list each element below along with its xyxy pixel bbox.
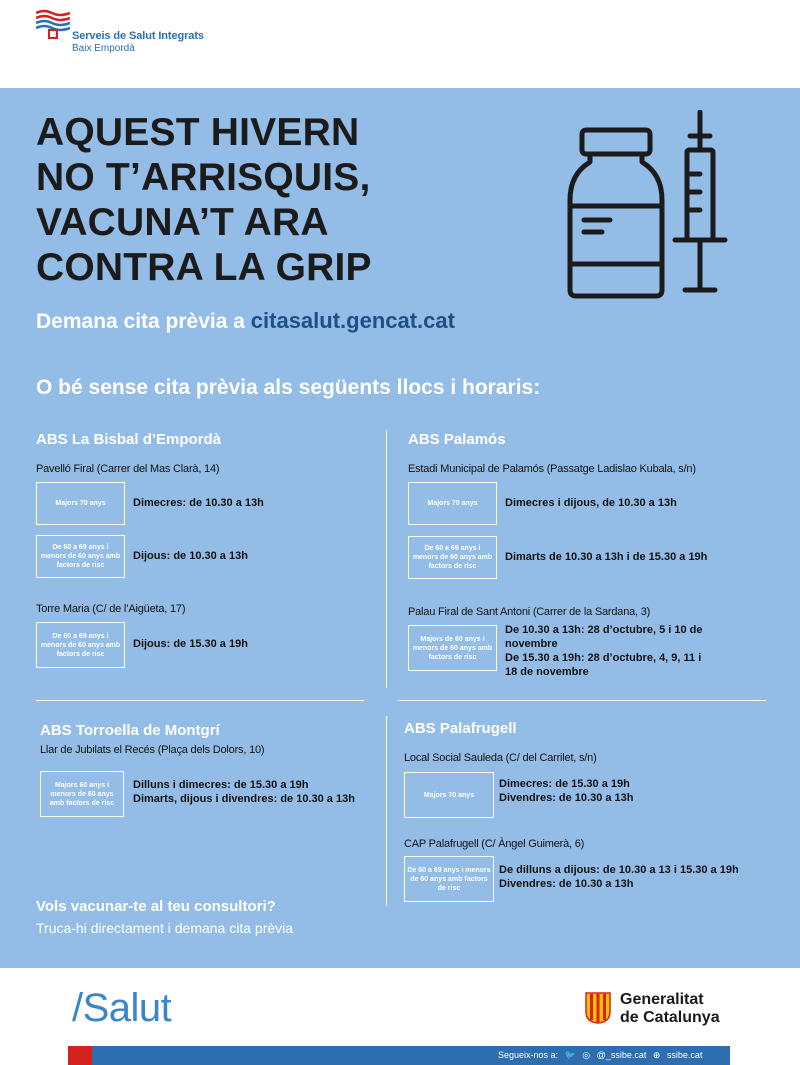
citasalut-link[interactable]: citasalut.gencat.cat bbox=[250, 308, 455, 333]
generalitat-shield-icon bbox=[585, 992, 611, 1024]
schedule-text: Dijous: de 15.30 a 19h bbox=[133, 638, 248, 650]
age-group-box: De 60 a 69 anys i menors de 60 anys amb factors de risc bbox=[36, 535, 125, 578]
cta-line bbox=[36, 308, 455, 334]
age-group-box: De 60 a 69 anys i menors de 60 anys amb factors de risc bbox=[36, 622, 125, 668]
venue-name: Local Social Sauleda (C/ del Carrilet, s/n) bbox=[404, 752, 597, 764]
generalitat-wordmark: Generalitat de Catalunya bbox=[620, 991, 720, 1026]
schedule-text: De dilluns a dijous: de 10.30 a 13 i 15.30 a 19h Divendres: de 10.30 a 13h bbox=[499, 864, 739, 890]
cta-text: Demana cita prèvia a bbox=[36, 310, 251, 333]
age-group-box: Majors 70 anys bbox=[408, 482, 497, 525]
venue-name: CAP Palafrugell (C/ Àngel Guimerà, 6) bbox=[404, 838, 585, 850]
headline-line: AQUEST HIVERN bbox=[36, 111, 360, 154]
subheading: O bé sense cita prèvia als següents llocs i horaris: bbox=[36, 376, 541, 399]
twitter-icon[interactable]: 🐦 bbox=[564, 1050, 576, 1060]
vaccine-vial-syringe-icon bbox=[560, 110, 760, 310]
schedule-text: Dijous: de 10.30 a 13h bbox=[133, 550, 248, 562]
venue-name: Torre Maria (C/ de l’Aigüeta, 17) bbox=[36, 603, 186, 615]
header bbox=[0, 0, 800, 88]
headline-line: VACUNA’T ARA bbox=[36, 201, 329, 244]
consultori-answer: Truca-hi directament i demana cita prèvia bbox=[36, 920, 294, 936]
schedule-text: Dimecres: de 15.30 a 19h Divendres: de 10.30 a 13h bbox=[499, 778, 634, 804]
headline-line: NO T’ARRISQUIS, bbox=[36, 156, 371, 199]
instagram-icon[interactable]: ◎ bbox=[582, 1050, 591, 1060]
column-divider bbox=[386, 430, 387, 688]
venue-name: Pavelló Firal (Carrer del Mas Clarà, 14) bbox=[36, 463, 220, 475]
venue-name: Palau Firal de Sant Antoni (Carrer de la Sardana, 3) bbox=[408, 606, 651, 618]
social-follow bbox=[498, 1050, 706, 1061]
schedule-text: De 10.30 a 13h: 28 d’octubre, 5 i 10 de novembre De 15.30 a 19h: 28 d’octubre, 4, 9, 11 i 18 de novembre bbox=[505, 624, 703, 678]
age-group-box: Majors 60 anys i menors de 60 anys amb factors de risc bbox=[40, 771, 124, 817]
age-group-box: Majors 70 anys bbox=[404, 772, 494, 818]
abs-torroella-title: ABS Torroella de Montgrí bbox=[40, 722, 220, 739]
headline-line: CONTRA LA GRIP bbox=[36, 246, 372, 289]
globe-icon: ⊕ bbox=[652, 1050, 661, 1060]
schedule-text: Dimecres i dijous, de 10.30 a 13h bbox=[505, 497, 677, 509]
row-divider bbox=[36, 700, 364, 701]
salut-logo: /Salut bbox=[72, 986, 172, 1030]
age-group-box: De 60 a 69 anys i menors de 60 anys amb factors de risc bbox=[404, 856, 494, 902]
website-link[interactable]: ssibe.cat bbox=[666, 1050, 703, 1060]
org-name: Serveis de Salut Integrats bbox=[72, 30, 204, 42]
poster-body bbox=[0, 88, 800, 968]
follow-label: Segueix-nos a: bbox=[498, 1050, 559, 1060]
abs-palamos-title: ABS Palamós bbox=[408, 431, 506, 448]
column-divider bbox=[386, 716, 387, 906]
schedule-text: Dilluns i dimecres: de 15.30 a 19h Dimarts, dijous i divendres: de 10.30 a 13h bbox=[133, 779, 355, 805]
age-group-box: Majors de 60 anys i menors de 60 anys amb factors de risc bbox=[408, 625, 497, 671]
row-divider bbox=[398, 700, 766, 701]
age-group-box: Majors 70 anys bbox=[36, 482, 125, 525]
org-region: Baix Empordà bbox=[72, 43, 135, 54]
headline bbox=[36, 110, 372, 290]
consultori-question: Vols vacunar-te al teu consultori? bbox=[36, 898, 276, 915]
abs-bisbal-title: ABS La Bisbal d’Empordà bbox=[36, 431, 222, 448]
venue-name: Llar de Jubilats el Recés (Plaça dels Dolors, 10) bbox=[40, 744, 265, 756]
footer-bar-red bbox=[68, 1046, 92, 1065]
venue-name: Estadi Municipal de Palamós (Passatge Ladislao Kubala, s/n) bbox=[408, 463, 696, 475]
schedule-text: Dimarts de 10.30 a 13h i de 15.30 a 19h bbox=[505, 551, 708, 563]
schedule-text: Dimecres: de 10.30 a 13h bbox=[133, 497, 264, 509]
ssibe-logo-icon bbox=[36, 5, 70, 39]
social-handle[interactable]: @_ssibe.cat bbox=[596, 1050, 647, 1060]
age-group-box: De 60 a 69 anys i menors de 60 anys amb factors de risc bbox=[408, 536, 497, 579]
footer bbox=[0, 968, 800, 1065]
abs-palafrugell-title: ABS Palafrugell bbox=[404, 720, 517, 737]
